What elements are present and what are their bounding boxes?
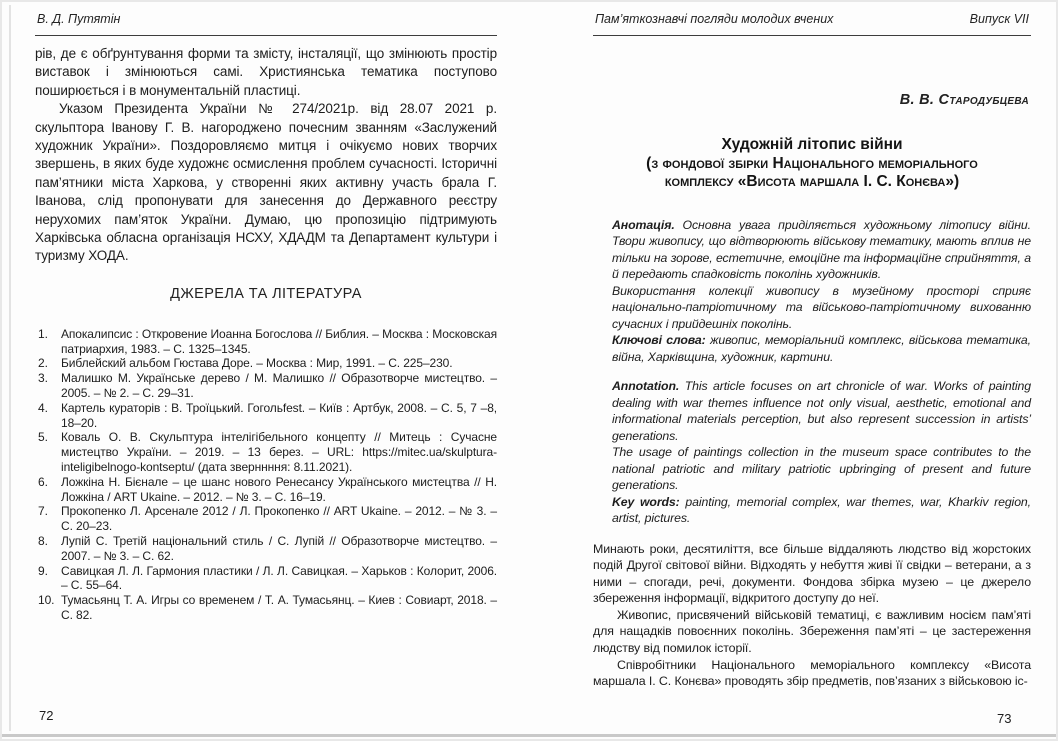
paragraph: Живопис, присвячений військовій тематиці, є важливим носієм пам’яті для нащадків повоєнних поколінь. Збереження пам’яті – це застереження людству від помилок історії. [593, 607, 1031, 656]
keywords-text: живопис, меморіальний комплекс, військова тематика, війна, Харківщина, художник, картини. [612, 333, 1031, 364]
reference-text: Библейский альбом Гюстава Доре. – Москва : Мир, 1991. – С. 225–230. [61, 356, 453, 371]
abstract-paragraph [612, 378, 1031, 444]
page-right-body [593, 541, 1031, 690]
reference-item [35, 356, 497, 371]
abstract-english [612, 378, 1031, 527]
article-author: В. В. Стародубцева [899, 92, 1029, 108]
running-header-title: Пам’яткознавчі погляди молодих вчених [595, 12, 834, 26]
abstract-keywords [612, 332, 1031, 365]
paragraph: Минають роки, десятиліття, все більше віддаляють людство від жорстоких подій Другої світової війни. Відходять у небуття живі її свідки – ветерани, а з ними – спогади, речі, документи. Фондова збірка музею – це джерело збереження інформації, відкритого доступу до неї. [593, 541, 1031, 606]
abstract-text: This article focuses on art chronicle of war. Works of painting dealing with war themes influence not only visual, aesthetic, emotional and informational materials perception, but also represent succession in artists’ generations. [612, 379, 1031, 443]
abstract-paragraph: The usage of paintings collection in the museum space contributes to the national patriotic and military patriotic upbringing of present and future generations. [612, 445, 1031, 492]
reference-number: 3. [38, 371, 48, 386]
page-left [35, 10, 497, 623]
reference-text: Прокопенко Л. Арсенале 2012 / Л. Прокопенко // ART Ukaine. – 2012. – № 3. – С. 20–23. [61, 504, 497, 534]
reference-text: Апокалипсис : Откровение Иоанна Богослова // Библия. – Москва : Московская патриархия, 1983. – С. 1325–1345. [61, 326, 497, 356]
abstract-ukrainian [612, 217, 1031, 366]
abstract-text: Основна увага приділяється художньому літопису війни. Твори живопису, що відтворюють військову тематику, мають вплив не тільки на зорове, естетичне, емоційне та інформаційне сприйняття, а й передають спадковість поколінь художників. [612, 217, 1031, 281]
reference-text: Коваль О. В. Скульптура інтелігібельного концепту // Митець : Сучасне мистецтво України. – 2019. – 13 берез. – URL: https://mitec.ua/skulptura-inteligibelnogo-kontseptu/ (дата зверннння: 8.11.2021). [61, 430, 497, 475]
header-rule-right [593, 35, 1031, 36]
scan-edge-left [9, 5, 11, 731]
reference-text: Тумасьянц Т. А. Игры со временем / Т. А. Тумасьянц. – Киев : Совиарт, 2018. – С. 82. [61, 593, 497, 623]
page-number-right: 73 [997, 711, 1012, 726]
paragraph: рів, де є обґрунтування форми та змісту, інсталяції, що змінюють простір виставок і змінюються самі. Християнська тематика поступово поширюється і в монументальній пластиці. [35, 46, 497, 98]
page-number-left: 72 [39, 708, 54, 723]
page-right-running-header [593, 10, 1031, 28]
header-rule-left [35, 35, 497, 36]
reference-item [35, 401, 497, 431]
reference-item [35, 430, 497, 474]
article-title-line: (з фондової збірки Національного меморіального [646, 154, 978, 172]
paragraph: Указом Президента України № 274/2021р. від 28.07 2021 р. скульптора Іванову Г. В. нагороджено почесним званням «Заслужений художник України». Поздоровляємо митця і очікуємо нових творчих звершень, в яких буде художнє осмислення проблем сучасності. Історичні пам’ятники міста Харкова, у створенні яких активну участь брала Г. Іванова, слід пропонувати для занесення до Державного реєстру нерухомих пам’яток України. Думаю, цю пропозицію підтримують Харківська обласна організація НСХУ, ХДАДМ та Департамент культури і туризму ХОДА. [35, 101, 497, 264]
reference-text: Савицкая Л. Л. Гармония пластики / Л. Л. Савицкая. – Харьков : Колорит, 2006. – С. 55–64. [61, 563, 497, 593]
references-list [35, 327, 497, 623]
paragraph: Співробітники Національного меморіального комплексу «Висота маршала І. С. Конєва» проводять збір предметів, пов’язаних з військовою іс- [593, 657, 1031, 689]
reference-number: 10. [38, 593, 55, 608]
reference-number: 9. [38, 563, 48, 578]
article-title-line: комплексу «Висота маршала І. С. Конєва») [664, 173, 960, 190]
references-heading: ДЖЕРЕЛА ТА ЛІТЕРАТУРА [170, 285, 362, 302]
reference-text: Картель кураторів : В. Троїцький. Гогольfest. – Київ : Артбук, 2008. – С. 5, 7 –8, 18–20. [61, 400, 497, 430]
reference-item [35, 534, 497, 564]
reference-item [35, 593, 497, 623]
reference-number: 2. [38, 356, 48, 371]
reference-number: 7. [38, 504, 48, 519]
article-title-line: Художній літопис війни [721, 136, 903, 153]
reference-item [35, 564, 497, 594]
scan-edge-bottom [2, 734, 1056, 737]
running-header-issue: Випуск VII [969, 12, 1029, 26]
reference-text: Малишко М. Українське дерево / М. Малишко // Образотворче мистецтво. – 2005. – № 2. – С. 29–31. [61, 371, 497, 401]
running-header-author: В. Д. Путятін [37, 12, 121, 26]
reference-item [35, 475, 497, 505]
page-right [593, 10, 1031, 690]
abstract-paragraph [612, 217, 1031, 283]
keywords-lead: Ключові слова: [612, 333, 706, 347]
reference-number: 5. [38, 430, 48, 445]
article-title [593, 136, 1031, 192]
reference-text: Лупій С. Третій національний стиль / С. Лупій // Образотворче мистецтво. – 2007. – № 3. – С. 62. [61, 534, 497, 563]
abstract-lead: Анотація. [612, 217, 675, 232]
reference-item [35, 371, 497, 401]
page-left-running-header [35, 10, 497, 28]
page-left-body [35, 45, 497, 266]
reference-number: 1. [38, 326, 48, 341]
abstract-lead: Annotation. [612, 379, 680, 393]
reference-item [35, 504, 497, 534]
reference-text: Ложкіна Н. Бієнале – це шанс нового Ренесансу Українського мистецтва // Н. Ложкіна / ART Ukaine. – 2012. – № 3. – С. 16–19. [61, 474, 497, 504]
keywords-lead: Key words: [612, 494, 680, 509]
abstract-keywords [612, 494, 1031, 527]
abstract-paragraph: Використання колекції живопису в музейному просторі сприяє національно-патріотичному та військово-патріотичному вихованню сучасних і прийдешніх поколінь. [612, 283, 1031, 331]
reference-item [35, 327, 497, 357]
reference-number: 4. [38, 400, 48, 415]
reference-number: 6. [38, 474, 48, 489]
reference-number: 8. [38, 534, 48, 549]
keywords-text: painting, memorial complex, war themes, war, Kharkiv region, artist, pictures. [612, 494, 1031, 525]
